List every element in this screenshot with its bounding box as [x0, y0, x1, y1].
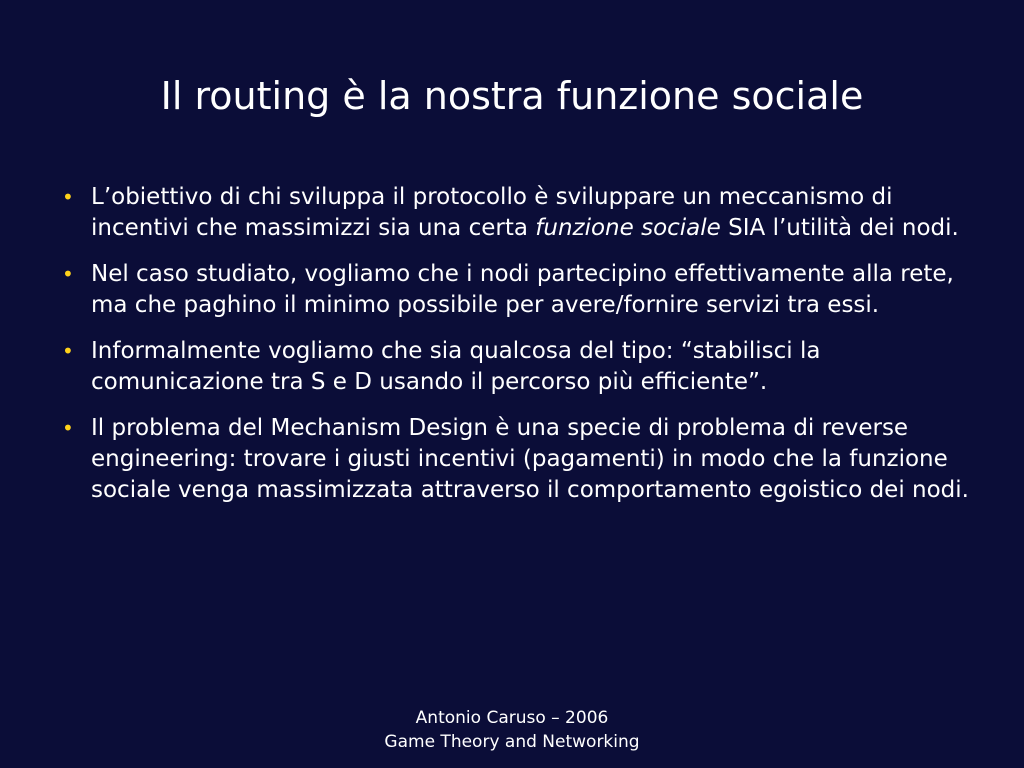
footer-author: Antonio Caruso – 2006 [415, 708, 609, 728]
bullet-item-3 [62, 336, 982, 398]
footer-course: Game Theory and Networking [384, 732, 640, 752]
bullet-text-4: Il problema del Mechanism Design è una specie di problema di reverse engineering: trovare i giusti incentivi (pagamenti) in modo che la funzione sociale venga massimizzata attraverso il comportamento egoistico dei nodi. [91, 415, 969, 503]
slide-footer [0, 706, 1024, 754]
bullet-marker-icon: • [62, 416, 74, 440]
bullet-item-2 [62, 259, 982, 321]
bullet-text-2: Nel caso studiato, vogliamo che i nodi partecipino effettivamente alla rete, ma che paghino il minimo possibile per avere/fornire servizi tra essi. [91, 261, 954, 318]
slide-title: Il routing è la nostra funzione sociale [160, 74, 864, 118]
bullet-text-1-part-1: L’obiettivo di chi sviluppa il protocollo è sviluppare un meccanismo di incentivi che massimizzi sia una certa [91, 184, 893, 241]
bullet-text-1-emphasis: funzione sociale [535, 215, 721, 241]
bullet-text-3: Informalmente vogliamo che sia qualcosa del tipo: “stabilisci la comunicazione tra S e D usando il percorso più efficiente”. [91, 338, 821, 395]
bullet-marker-icon: • [62, 185, 74, 209]
bullet-text-1-part-2: SIA l’utilità dei nodi. [720, 215, 959, 241]
bullet-list [62, 182, 982, 521]
bullet-marker-icon: • [62, 339, 74, 363]
bullet-item-4 [62, 413, 982, 506]
bullet-item-1 [62, 182, 982, 244]
bullet-marker-icon: • [62, 262, 74, 286]
